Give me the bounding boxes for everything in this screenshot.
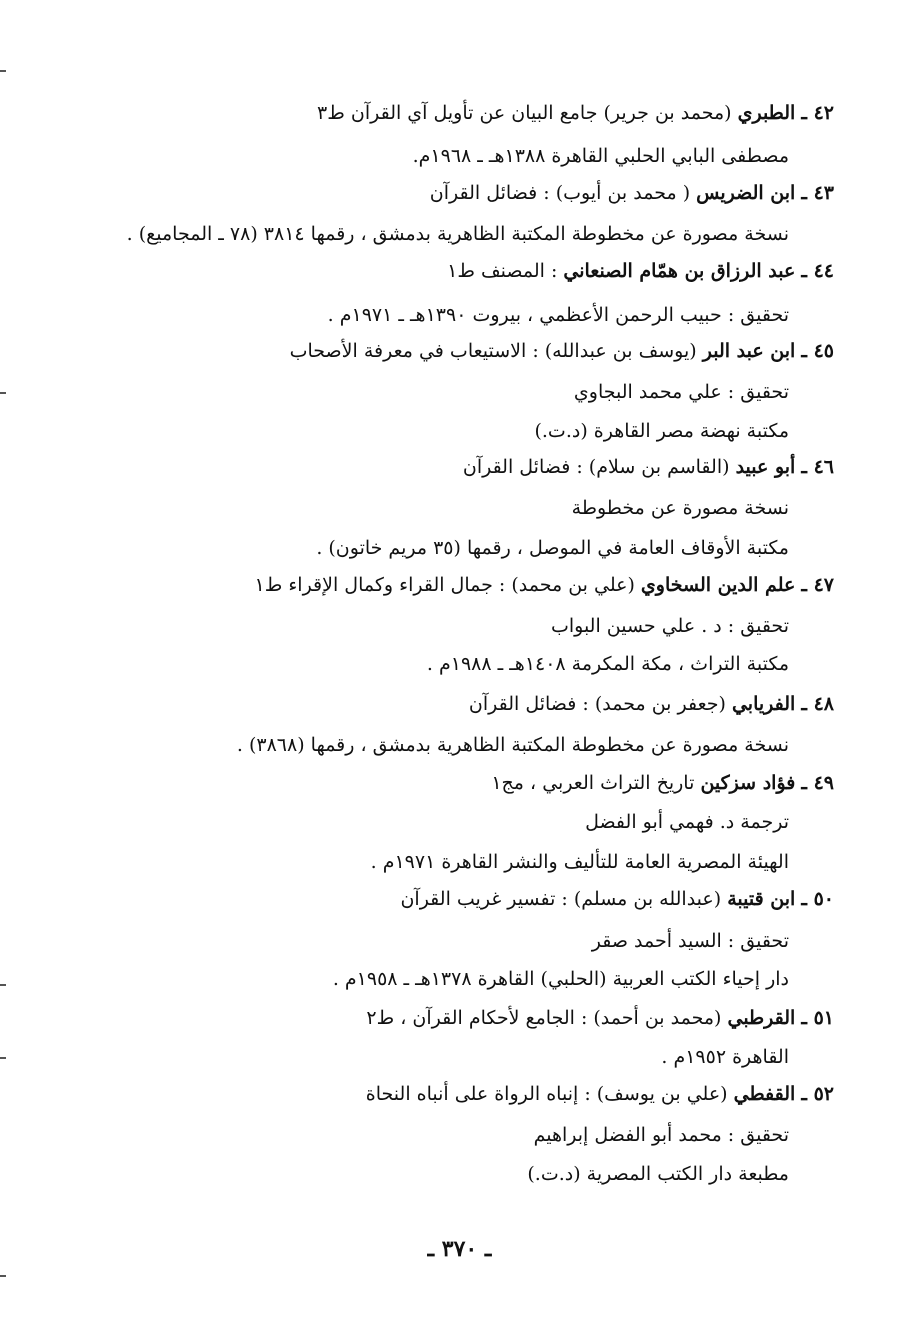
entry-heading	[366, 1082, 834, 1106]
entry-title: (يوسف بن عبدالله) : الاستيعاب في معرفة الأصحاب	[289, 340, 697, 362]
entry-detail: تحقيق : حبيب الرحمن الأعظمي ، بيروت ١٣٩٠هـ ـ ١٩٧١م .	[327, 304, 789, 326]
entry-detail: مكتبة الأوقاف العامة في الموصل ، رقمها (٣٥ مريم خاتون) .	[316, 537, 789, 559]
entry-heading	[317, 101, 834, 125]
entry-detail: الهيئة المصرية العامة للتأليف والنشر القاهرة ١٩٧١م .	[370, 851, 789, 873]
entry-number: ٤٨ ـ	[801, 693, 834, 715]
entry-detail: نسخة مصورة عن مخطوطة	[571, 497, 789, 519]
entry-detail: نسخة مصورة عن مخطوطة المكتبة الظاهرية بدمشق ، رقمها ٣٨١٤ (٧٨ ـ المجاميع) .	[126, 223, 789, 245]
entry-detail: ترجمة د. فهمي أبو الفضل	[585, 811, 789, 833]
entry-number: ٤٢ ـ	[801, 102, 834, 124]
entry-title: (علي بن يوسف) : إنباه الرواة على أنباه النحاة	[365, 1083, 728, 1105]
entry-number: ٤٧ ـ	[801, 574, 834, 596]
entry-author: القفطي	[733, 1083, 796, 1105]
entry-detail: نسخة مصورة عن مخطوطة المكتبة الظاهرية بدمشق ، رقمها (٣٨٦٨) .	[236, 734, 789, 756]
entry-detail: تحقيق : د . علي حسين البواب	[550, 615, 789, 637]
entry-heading	[290, 339, 834, 363]
entry-detail: مطبعة دار الكتب المصرية (د.ت.)	[527, 1163, 789, 1185]
scan-margin-mark	[0, 1057, 6, 1059]
entry-detail: مصطفى البابي الحلبي القاهرة ١٣٨٨هـ ـ ١٩٦٨م.	[412, 145, 789, 167]
entry-number: ٤٩ ـ	[801, 772, 834, 794]
entry-number: ٥١ ـ	[801, 1007, 834, 1029]
entry-title: (جعفر بن محمد) : فضائل القرآن	[468, 693, 726, 715]
entry-title: (القاسم بن سلام) : فضائل القرآن	[462, 456, 730, 478]
entry-number: ٤٣ ـ	[801, 182, 834, 204]
entry-number: ٥٠ ـ	[801, 888, 834, 910]
scan-margin-mark	[0, 1275, 6, 1277]
entry-author: ابن الضريس	[696, 182, 796, 204]
entry-title: : المصنف ط١	[447, 260, 558, 282]
entry-detail: مكتبة التراث ، مكة المكرمة ١٤٠٨هـ ـ ١٩٨٨م .	[426, 653, 789, 675]
entry-heading	[366, 1006, 834, 1030]
entry-title: تاريخ التراث العربي ، مج١	[491, 772, 695, 794]
entry-heading	[463, 455, 834, 479]
entry-detail: تحقيق : علي محمد البجاوي	[573, 381, 789, 403]
entry-title: (محمد بن أحمد) : الجامع لأحكام القرآن ، ط٢	[366, 1007, 722, 1029]
entry-heading	[400, 887, 834, 911]
entry-title: (علي بن محمد) : جمال القراء وكمال الإقراء ط١	[254, 574, 635, 596]
page-number: ـ ٣٧٠ ـ	[427, 1236, 492, 1262]
entry-number: ٤٤ ـ	[801, 260, 834, 282]
entry-number: ٥٢ ـ	[801, 1083, 834, 1105]
scan-margin-mark	[0, 984, 6, 986]
entry-heading	[469, 692, 834, 716]
entry-heading	[491, 771, 834, 795]
entry-author: القرطبي	[727, 1007, 796, 1029]
entry-detail: تحقيق : محمد أبو الفضل إبراهيم	[533, 1124, 789, 1146]
entry-number: ٤٥ ـ	[801, 340, 834, 362]
entry-author: ابن عبد البر	[702, 340, 796, 362]
scan-margin-mark	[0, 392, 6, 394]
entry-detail: مكتبة نهضة مصر القاهرة (د.ت.)	[534, 420, 789, 442]
entry-heading	[447, 259, 834, 283]
entry-author: علم الدين السخاوي	[640, 574, 796, 596]
entry-detail: تحقيق : السيد أحمد صقر	[591, 930, 789, 952]
entry-author: عبد الرزاق بن همّام الصنعاني	[563, 260, 796, 282]
entry-heading	[430, 181, 834, 205]
entry-author: الفريابي	[731, 693, 796, 715]
entry-detail: القاهرة ١٩٥٢م .	[661, 1046, 789, 1068]
entry-title: ( محمد بن أيوب) : فضائل القرآن	[429, 182, 691, 204]
entry-author: الطبري	[737, 102, 796, 124]
entry-heading	[255, 573, 834, 597]
entry-author: فؤاد سزكين	[700, 772, 796, 794]
entry-title: (عبدالله بن مسلم) : تفسير غريب القرآن	[400, 888, 722, 910]
entry-detail: دار إحياء الكتب العربية (الحلبي) القاهرة ١٣٧٨هـ ـ ١٩٥٨م .	[332, 968, 789, 990]
entry-author: أبو عبيد	[735, 456, 796, 478]
entry-number: ٤٦ ـ	[801, 456, 834, 478]
entry-author: ابن قتيبة	[727, 888, 796, 910]
scan-margin-mark	[0, 70, 6, 72]
entry-title: (محمد بن جرير) جامع البيان عن تأويل آي القرآن ط٣	[317, 102, 732, 124]
